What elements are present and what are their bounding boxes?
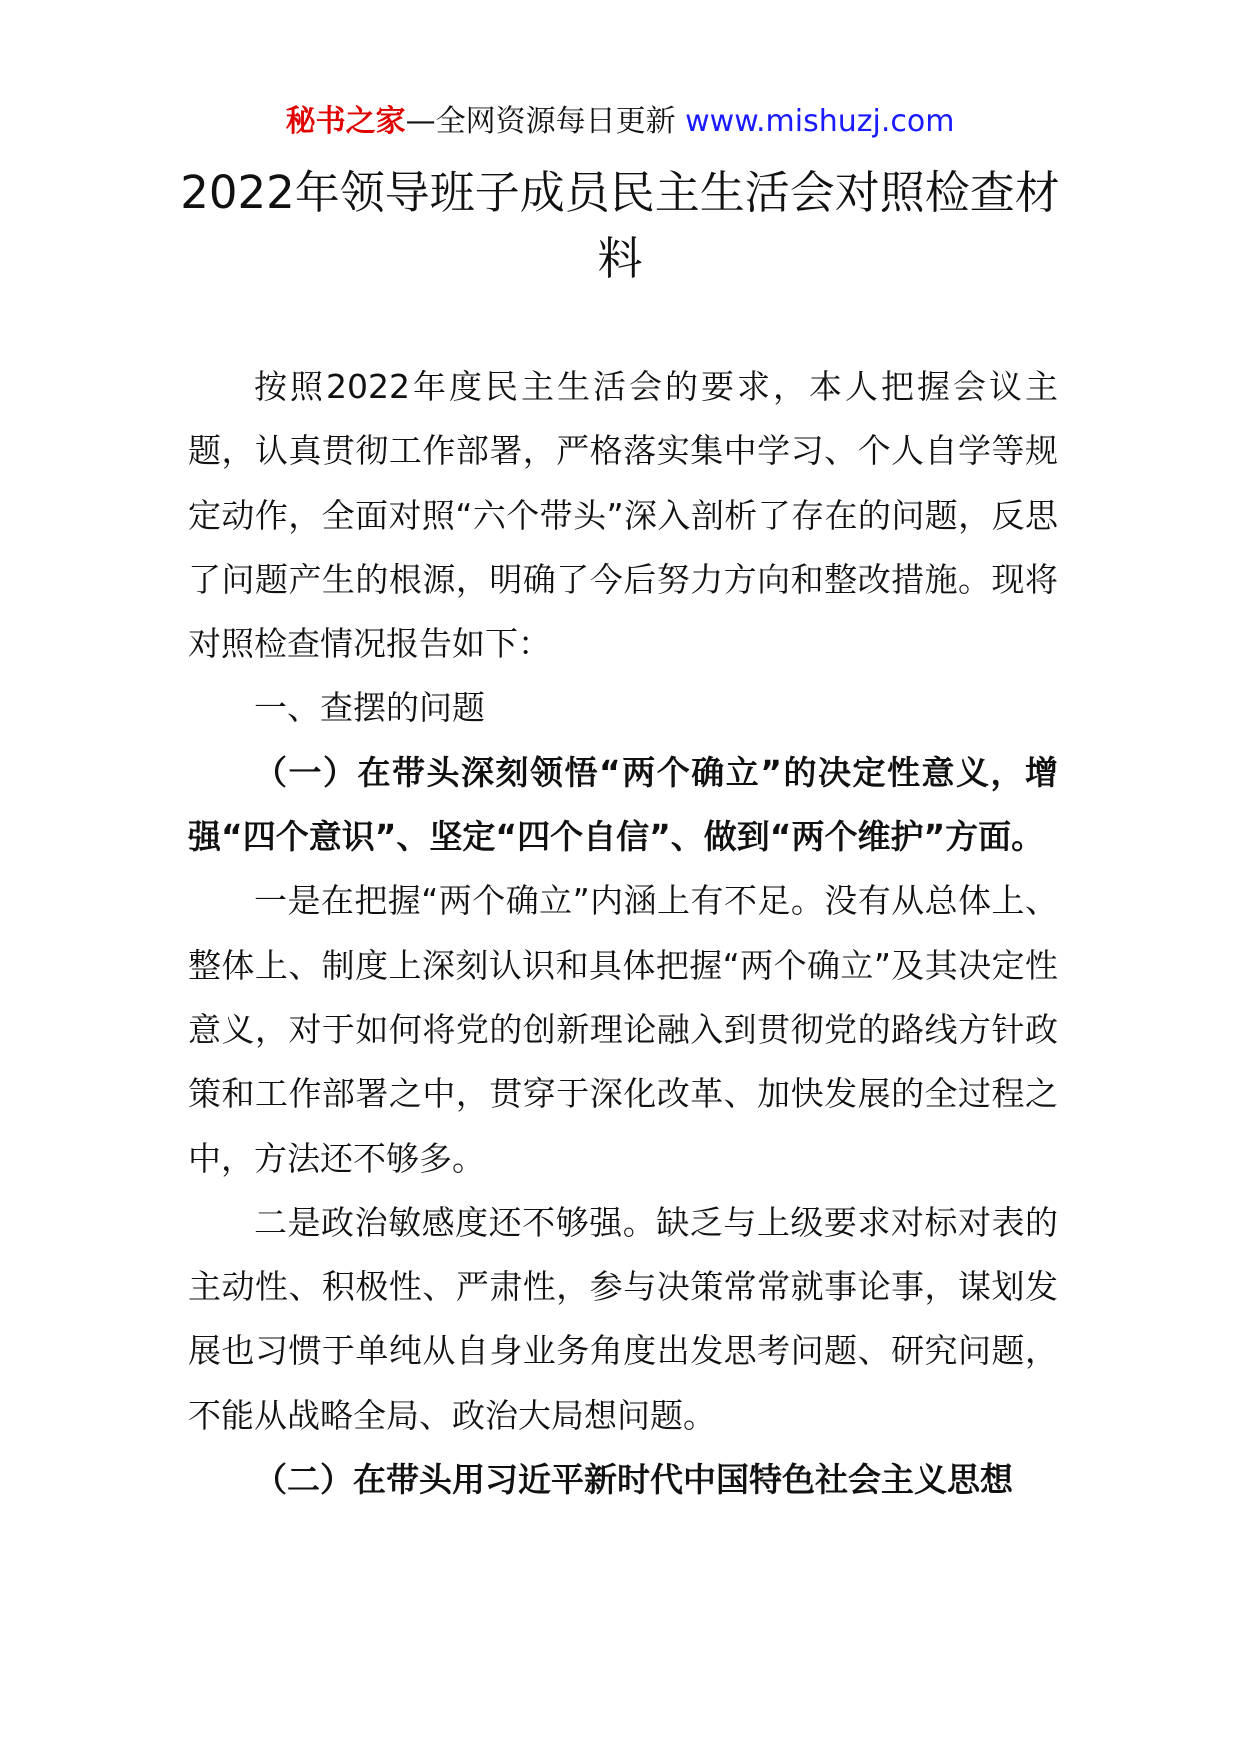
- site-url-link[interactable]: www.mishuzj.com: [685, 104, 955, 139]
- document-title: 2022年领导班子成员民主生活会对照检查材料: [180, 166, 1060, 285]
- document-body: [188, 355, 1058, 1512]
- subsection-heading-2: （二）在带头用习近平新时代中国特色社会主义思想: [254, 1460, 1013, 1500]
- body-paragraph: 二是政治敏感度还不够强。缺乏与上级要求对标对表的主动性、积极性、严肃性，参与决策常常就事论事，谋划发展也习惯于单纯从自身业务角度出发思考问题、研究问题，不能从战略全局、政治大局想问题。: [188, 1202, 1058, 1435]
- subsection-heading-1: （一）在带头深刻领悟“两个确立”的决定性意义，增强“四个意识”、坚定“四个自信”、做到“两个维护”方面。: [188, 752, 1058, 857]
- brand-name: 秘书之家: [285, 104, 406, 139]
- banner-slogan: —全网资源每日更新: [405, 104, 686, 139]
- section-heading-problems: 一、查摆的问题: [254, 688, 485, 728]
- intro-paragraph: 按照2022年度民主生活会的要求，本人把握会议主题，认真贯彻工作部署，严格落实集中学习、个人自学等规定动作，全面对照“六个带头”深入剖析了存在的问题，反思了问题产生的根源，明确了今后努力方向和整改措施。现将对照检查情况报告如下：: [188, 367, 1058, 664]
- site-banner: [0, 100, 1240, 144]
- body-paragraph: 一是在把握“两个确立”内涵上有不足。没有从总体上、整体上、制度上深刻认识和具体把握“两个确立”及其决定性意义，对于如何将党的创新理论融入到贯彻党的路线方针政策和工作部署之中，贯穿于深化改革、加快发展的全过程之中，方法还不够多。: [188, 881, 1058, 1178]
